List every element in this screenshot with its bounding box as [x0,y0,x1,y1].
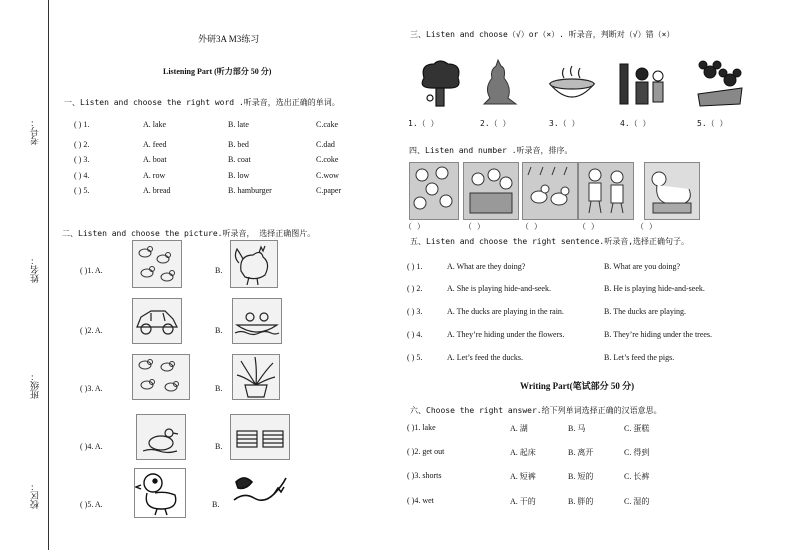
dog-picture [644,162,700,220]
s6-row-4-option-c: C. 湿的 [624,497,650,506]
car-picture [132,298,182,344]
s2-row-4-b: B. [215,442,223,451]
s5-row-4-option-b: B. They’re hiding under the trees. [604,330,713,339]
s6-row-2-number: ( )2. get out [407,447,445,456]
s5-row-1-number: ( ) 1. [407,262,423,271]
s4-bracket-1: （ ） [404,222,425,231]
s2-row-3-b: B. [215,384,223,393]
s6-row-3-option-c: C. 长裤 [624,472,650,481]
margin-class: 班级： [30,372,40,399]
s5-row-4-number: ( ) 4. [407,330,423,339]
s6-row-2-option-c: C. 得到 [624,448,650,457]
s1-row-2-option-b: B. bed [228,140,249,149]
s1-row-5-number: ( ) 5. [74,186,90,195]
s6-row-3-option-a: A. 短裤 [510,472,536,481]
writing-part-heading: Writing Part(笔试部分 50 分) [520,381,635,391]
s5-row-5-number: ( ) 5. [407,353,423,362]
kangaroo-picture [476,58,528,110]
rooster-picture [230,240,278,288]
s1-row-1-option-c: C.cake [316,120,338,129]
s5-row-5-option-b: B. Let’s feed the pigs. [604,353,675,362]
s5-row-1-option-a: A. What are they doing? [447,262,526,271]
s1-row-4-option-b: B. low [228,171,250,180]
s3-answer-3: 3.（ ） [549,119,580,128]
s5-row-5-option-a: A. Let’s feed the ducks. [447,353,523,362]
s5-row-2-option-b: B. He is playing hide-and-seek. [604,284,705,293]
s3-answer-1: 1.（ ） [408,119,439,128]
s2-row-2-label: ( )2. A. [80,326,103,335]
s6-row-3-number: ( )3. shorts [407,471,442,480]
section-5-heading: 五、Listen and choose the right sentence.听录音,选择正确句子。 [410,237,690,246]
s6-row-1-number: ( )1. lake [407,423,436,432]
s4-bracket-3: （ ） [521,222,542,231]
duck-picture [136,414,186,460]
s6-row-3-option-b: B. 短的 [568,472,594,481]
s1-row-3-number: ( ) 3. [74,155,90,164]
s5-row-4-option-a: A. They’re hiding under the flowers. [447,330,565,339]
margin-school: 校区： [30,482,40,509]
books-picture [230,414,290,460]
people-picture [616,58,670,112]
s3-answer-2: 2.（ ） [480,119,511,128]
s1-row-3-option-a: A. boat [143,155,167,164]
s2-row-2-b: B. [215,326,223,335]
mice-picture [692,58,748,112]
tree-picture [414,58,466,110]
s1-row-5-option-c: C.paper [316,186,342,195]
s6-row-1-option-a: A. 湖 [510,424,528,433]
ducks-picture [132,240,182,288]
s2-row-3-label: ( )3. A. [80,384,103,393]
section-3-heading: 三、Listen and choose（√）or（×）. 听录音，判断对（√）错（×） [410,30,675,39]
section-6-heading: 六、Choose the right answer.给下列单词选择正确的汉语意思。 [410,406,662,415]
plant-picture [232,354,280,400]
s4-bracket-5: （ ） [636,222,657,231]
boat-picture [232,298,282,344]
listening-part-heading: Listening Part (听力部分 50 分) [163,67,272,76]
s5-row-2-option-a: A. She is playing hide-and-seek. [447,284,551,293]
s6-row-4-number: ( )4. wet [407,496,434,505]
s5-row-3-option-a: A. The ducks are playing in the rain. [447,307,564,316]
s3-answer-4: 4.（ ） [620,119,651,128]
s5-row-2-number: ( ) 2. [407,284,423,293]
s1-row-4-number: ( ) 4. [74,171,90,180]
s1-row-5-option-b: B. hamburger [228,186,272,195]
s5-row-3-option-b: B. The ducks are playing. [604,307,687,316]
s1-row-1-number: ( ) 1. [74,120,90,129]
s1-row-2-number: ( ) 2. [74,140,90,149]
s1-row-4-option-a: A. row [143,171,166,180]
binding-line [48,0,49,550]
s2-row-1-label: ( )1. A. [80,266,103,275]
s3-answer-5: 5.（ ） [697,119,728,128]
margin-exam-no: 考号： [30,118,40,145]
s6-row-1-option-b: B. 马 [568,424,586,433]
section-1-heading: 一、Listen and choose the right word .听录音，选出正确的单词。 [64,98,340,107]
s6-row-4-option-a: A. 干的 [510,497,536,506]
s2-row-5-label: ( )5. A. [80,500,103,509]
s6-row-1-option-c: C. 蛋糕 [624,424,650,433]
s2-row-1-b: B. [215,266,223,275]
s1-row-5-option-a: A. bread [143,186,171,195]
duck-cartoon-picture [134,468,186,518]
kids-playing-picture [578,162,634,220]
s6-row-2-option-a: A. 起床 [510,448,536,457]
children-picture [463,162,519,220]
s6-row-4-option-b: B. 胖的 [568,497,594,506]
s4-bracket-2: （ ） [464,222,485,231]
margin-name: 姓名： [30,256,40,283]
s1-row-3-option-b: B. coat [228,155,251,164]
section-2-heading: 二、Listen and choose the picture.听录音， 选择正确图片。 [62,229,316,238]
dragon-picture [230,470,290,510]
s5-row-1-option-b: B. What are you doing? [604,262,681,271]
s1-row-3-option-c: C.coke [316,155,339,164]
rain-ducks-picture [522,162,578,220]
page-title: 外研3A M3练习 [198,34,260,44]
s1-row-2-option-a: A. feed [143,140,167,149]
s2-row-5-b: B. [212,500,220,509]
s2-row-4-label: ( )4. A. [80,442,103,451]
ducks-picture-2 [132,354,190,400]
s1-row-4-option-c: C.wow [316,171,339,180]
s4-bracket-4: （ ） [578,222,599,231]
s6-row-2-option-b: B. 离开 [568,448,594,457]
s5-row-3-number: ( ) 3. [407,307,423,316]
s1-row-1-option-a: A. lake [143,120,167,129]
s1-row-2-option-c: C.dad [316,140,335,149]
s1-row-1-option-b: B. late [228,120,249,129]
section-4-heading: 四、Listen and number .听录音，排序。 [409,146,573,155]
flowers-picture [409,162,459,220]
bowl-picture [546,62,598,108]
